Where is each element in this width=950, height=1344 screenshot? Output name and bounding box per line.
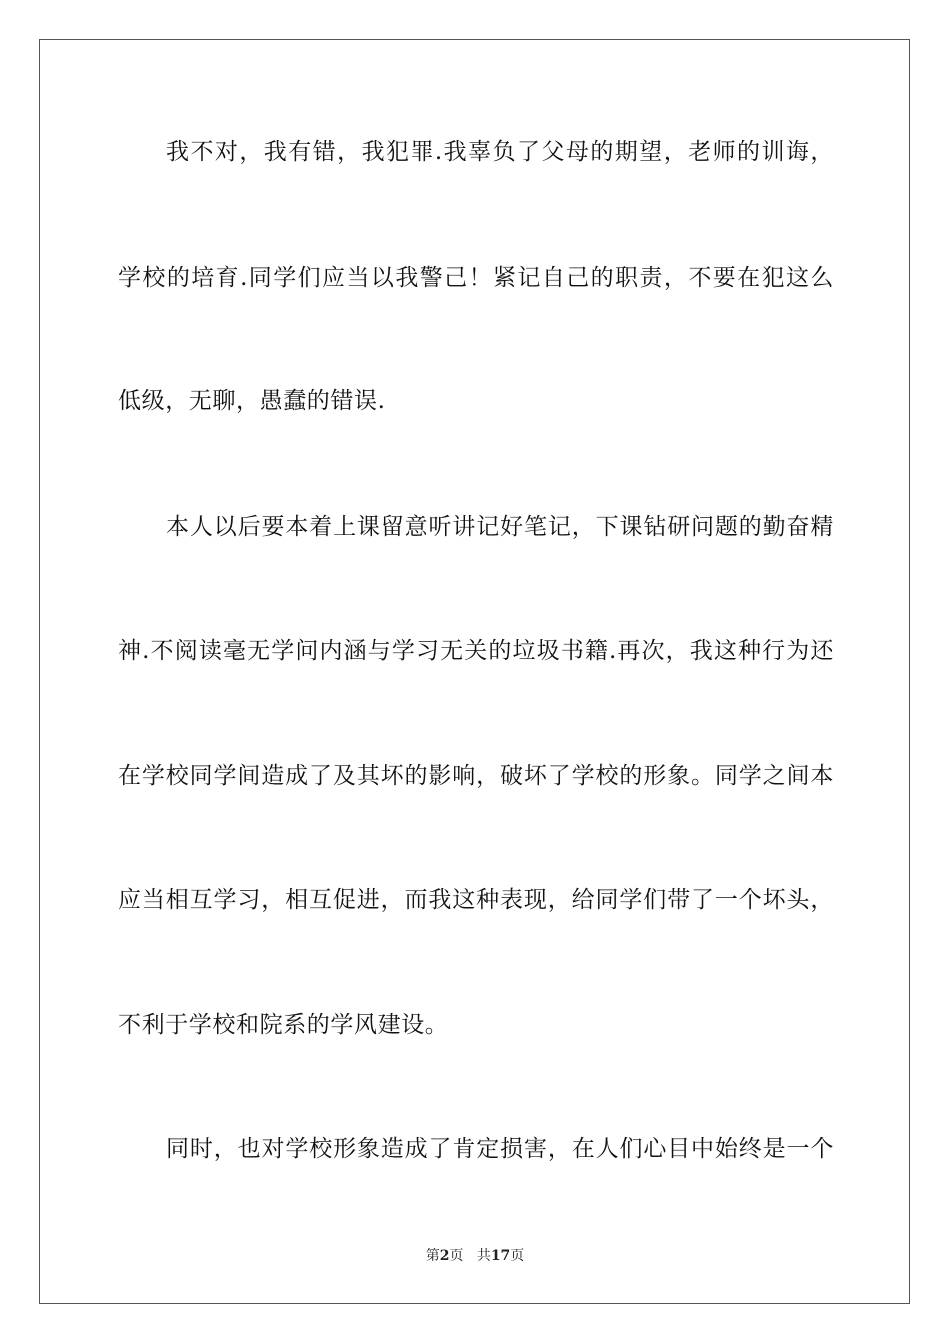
total-label-suffix: 页 — [510, 1248, 525, 1264]
paragraph-2-line-2: 神.不阅读毫无学问内涵与学习无关的垃圾书籍.再次，我这种行为还 — [118, 638, 834, 664]
page-border — [39, 39, 910, 1304]
paragraph-1-line-1: 我不对，我有错，我犯罪.我辜负了父母的期望，老师的训诲， — [166, 139, 834, 165]
paragraph-3-line-1: 同时，也对学校形象造成了肯定损害，在人们心目中始终是一个 — [166, 1136, 834, 1162]
page-label-suffix: 页 — [449, 1248, 464, 1264]
page-label-prefix: 第 — [425, 1248, 440, 1264]
paragraph-1-line-2: 学校的培育.同学们应当以我警己！紧记自己的职责，不要在犯这么 — [118, 265, 834, 291]
page-footer — [0, 1247, 950, 1265]
page-number: 2 — [439, 1248, 450, 1264]
total-pages: 17 — [490, 1248, 511, 1264]
paragraph-2-line-4: 应当相互学习，相互促进，而我这种表现，给同学们带了一个坏头， — [118, 887, 834, 913]
total-label-prefix: 共 — [476, 1248, 491, 1264]
paragraph-2-line-5: 不利于学校和院系的学风建设。 — [118, 1012, 449, 1038]
paragraph-1-line-3: 低级，无聊，愚蠢的错误. — [118, 388, 386, 414]
paragraph-2-line-1: 本人以后要本着上课留意听讲记好笔记，下课钻研问题的勤奋精 — [166, 514, 834, 540]
paragraph-2-line-3: 在学校同学间造成了及其坏的影响，破坏了学校的形象。同学之间本 — [118, 763, 834, 789]
